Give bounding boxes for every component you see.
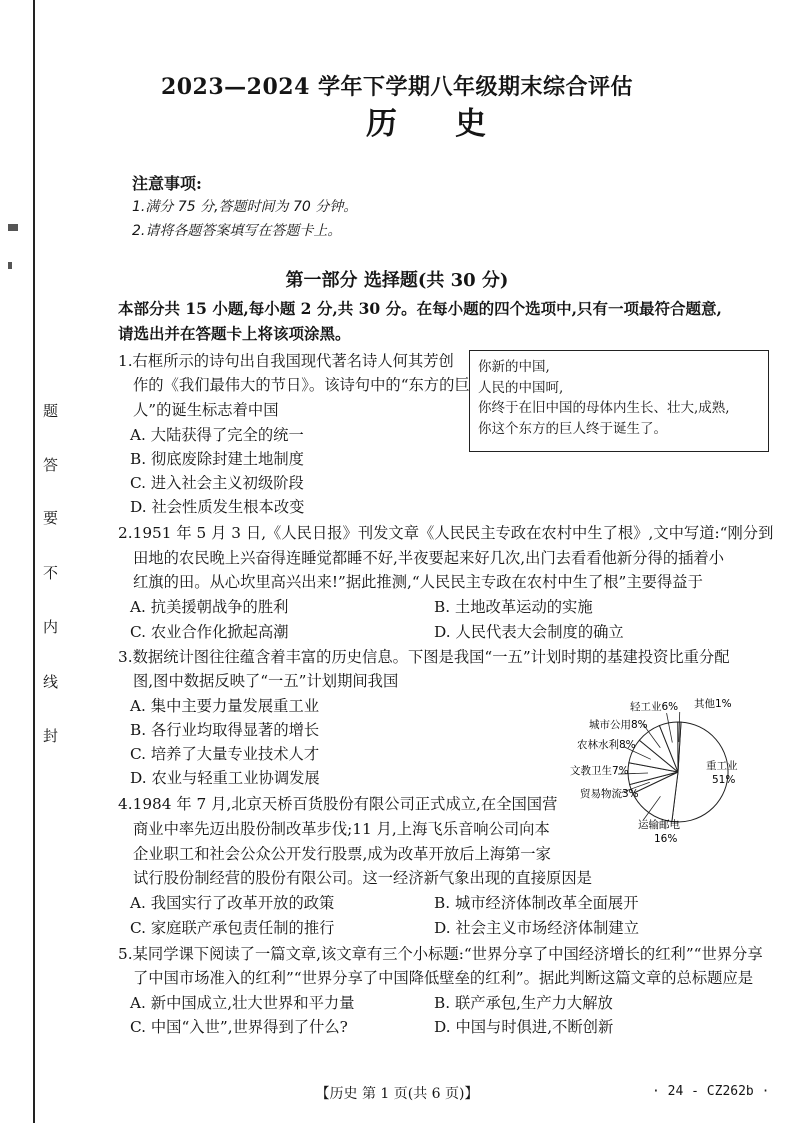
section-title: 第一部分 选择题(共 30 分) <box>285 270 509 291</box>
pie-label-heavy-industry-pct: 51% <box>712 774 736 786</box>
section-intro: 请选出并在答题卡上将该项涂黑。 <box>118 324 351 343</box>
margin-char: 封 <box>43 727 59 745</box>
poem-line: 你新的中国, <box>478 359 550 375</box>
question-1-option-a[interactable]: A. 大陆获得了完全的统一 <box>130 426 304 444</box>
poem-line: 你终于在旧中国的母体内生长、壮大,成熟, <box>478 400 730 416</box>
question-3-stem: 3.数据统计图往往蕴含着丰富的历史信息。下图是我国“一五”计划时期的基建投资比重分配 <box>118 648 730 666</box>
binding-mark <box>8 224 18 231</box>
question-5-option-d[interactable]: D. 中国与时俱进,不断创新 <box>434 1018 614 1036</box>
exam-title: 2023—2024 学年下学期八年级期末综合评估 <box>160 74 634 100</box>
investment-pie-chart <box>560 680 790 850</box>
question-2-stem: 红旗的田。从心坎里高兴出来!”据此推测,“人民民主专政在农村中生了根”主要得益于 <box>133 573 703 591</box>
question-2-option-a[interactable]: A. 抗美援朝战争的胜利 <box>130 598 289 616</box>
paper-code: · 24 - CZ262b · <box>652 1084 770 1099</box>
note-item: 2.请将各题答案填写在答题卡上。 <box>132 223 342 239</box>
poem-line: 你这个东方的巨人终于诞生了。 <box>478 420 667 437</box>
question-4-stem: 商业中率先迈出股份制改革步伐;11 月,上海飞乐音响公司向本 <box>133 820 550 838</box>
question-2-stem: 田地的农民晚上兴奋得连睡觉都睡不好,半夜要起来好几次,出门去看看他新分得的插着小 <box>133 549 725 567</box>
pie-label-trade: 贸易物流3% <box>580 788 639 800</box>
question-3-option-d[interactable]: D. 农业与轻重工业协调发展 <box>130 769 320 787</box>
margin-char: 题 <box>43 402 59 420</box>
pie-label-light-industry: 轻工业6% <box>630 701 679 713</box>
question-1-option-d[interactable]: D. 社会性质发生根本改变 <box>130 498 305 516</box>
question-4-option-d[interactable]: D. 社会主义市场经济体制建立 <box>434 919 640 937</box>
pie-label-other: 其他1% <box>694 698 732 710</box>
margin-char: 内 <box>43 618 59 636</box>
question-3-option-c[interactable]: C. 培养了大量专业技术人才 <box>130 745 320 763</box>
question-3-stem: 图,图中数据反映了“一五”计划期间我国 <box>133 672 399 690</box>
question-1-stem: 作的《我们最伟大的节日》。该诗句中的“东方的巨 <box>133 376 470 394</box>
question-3-option-a[interactable]: A. 集中主要力量发展重工业 <box>130 697 320 715</box>
question-4-stem: 试行股份制经营的股份有限公司。这一经济新气象出现的直接原因是 <box>133 869 592 887</box>
pie-label-education: 文教卫生7% <box>570 765 629 777</box>
question-5-stem: 5.某同学课下阅读了一篇文章,该文章有三个小标题:“世界分享了中国经济增长的红利”“世界分享 <box>118 945 763 963</box>
question-2-stem: 2.1951 年 5 月 3 日,《人民日报》刊发文章《人民民主专政在农村中生了根》,文中写道:“刚分到 <box>118 524 774 542</box>
question-5-option-a[interactable]: A. 新中国成立,壮大世界和平力量 <box>130 994 355 1012</box>
binding-line <box>33 0 35 1123</box>
subject-title: 历史 <box>366 106 544 142</box>
notes-heading: 注意事项: <box>132 174 202 193</box>
question-2-option-d[interactable]: D. 人民代表大会制度的确立 <box>434 623 624 641</box>
poem-box <box>469 350 769 452</box>
section-intro: 本部分共 15 小题,每小题 2 分,共 30 分。在每小题的四个选项中,只有一项最符合题意, <box>118 299 722 318</box>
question-4-option-c[interactable]: C. 家庭联产承包责任制的推行 <box>130 919 335 937</box>
question-5-option-c[interactable]: C. 中国“入世”,世界得到了什么? <box>130 1018 348 1036</box>
pie-label-transport: 运输邮电 <box>638 819 680 831</box>
question-1-option-b[interactable]: B. 彻底废除封建土地制度 <box>130 450 304 468</box>
question-3-option-b[interactable]: B. 各行业均取得显著的增长 <box>130 721 320 739</box>
margin-char: 不 <box>43 564 59 582</box>
margin-char: 线 <box>43 673 59 691</box>
question-4-stem: 企业职工和社会公众公开发行股票,成为改革开放后上海第一家 <box>133 845 551 863</box>
question-2-option-c[interactable]: C. 农业合作化掀起高潮 <box>130 623 289 641</box>
margin-char: 要 <box>43 509 59 527</box>
question-4-option-a[interactable]: A. 我国实行了改革开放的政策 <box>130 894 335 912</box>
question-5-option-b[interactable]: B. 联产承包,生产力大解放 <box>434 994 613 1012</box>
poem-line: 人民的中国呵, <box>478 379 564 396</box>
question-4-stem: 4.1984 年 7 月,北京天桥百货股份有限公司正式成立,在全国国营 <box>118 795 558 813</box>
question-1-stem: 1.右框所示的诗句出自我国现代著名诗人何其芳创 <box>118 352 454 370</box>
question-2-option-b[interactable]: B. 土地改革运动的实施 <box>434 598 593 616</box>
question-1-option-c[interactable]: C. 进入社会主义初级阶段 <box>130 474 304 492</box>
pie-label-urban: 城市公用8% <box>589 719 648 731</box>
margin-char: 答 <box>43 456 59 474</box>
question-1-stem: 人”的诞生标志着中国 <box>133 401 279 419</box>
question-5-stem: 了中国市场准入的红利”“世界分享了中国降低壁垒的红利”。据此判断这篇文章的总标题应是 <box>133 969 754 987</box>
question-4-option-b[interactable]: B. 城市经济体制改革全面展开 <box>434 894 639 912</box>
page-footer: 【历史 第 1 页(共 6 页)】 <box>315 1086 479 1102</box>
pie-label-agriculture: 农林水利8% <box>577 739 636 751</box>
pie-label-heavy-industry: 重工业 <box>706 760 738 772</box>
pie-label-transport-pct: 16% <box>654 833 678 845</box>
note-item: 1.满分 75 分,答题时间为 70 分钟。 <box>132 199 358 215</box>
